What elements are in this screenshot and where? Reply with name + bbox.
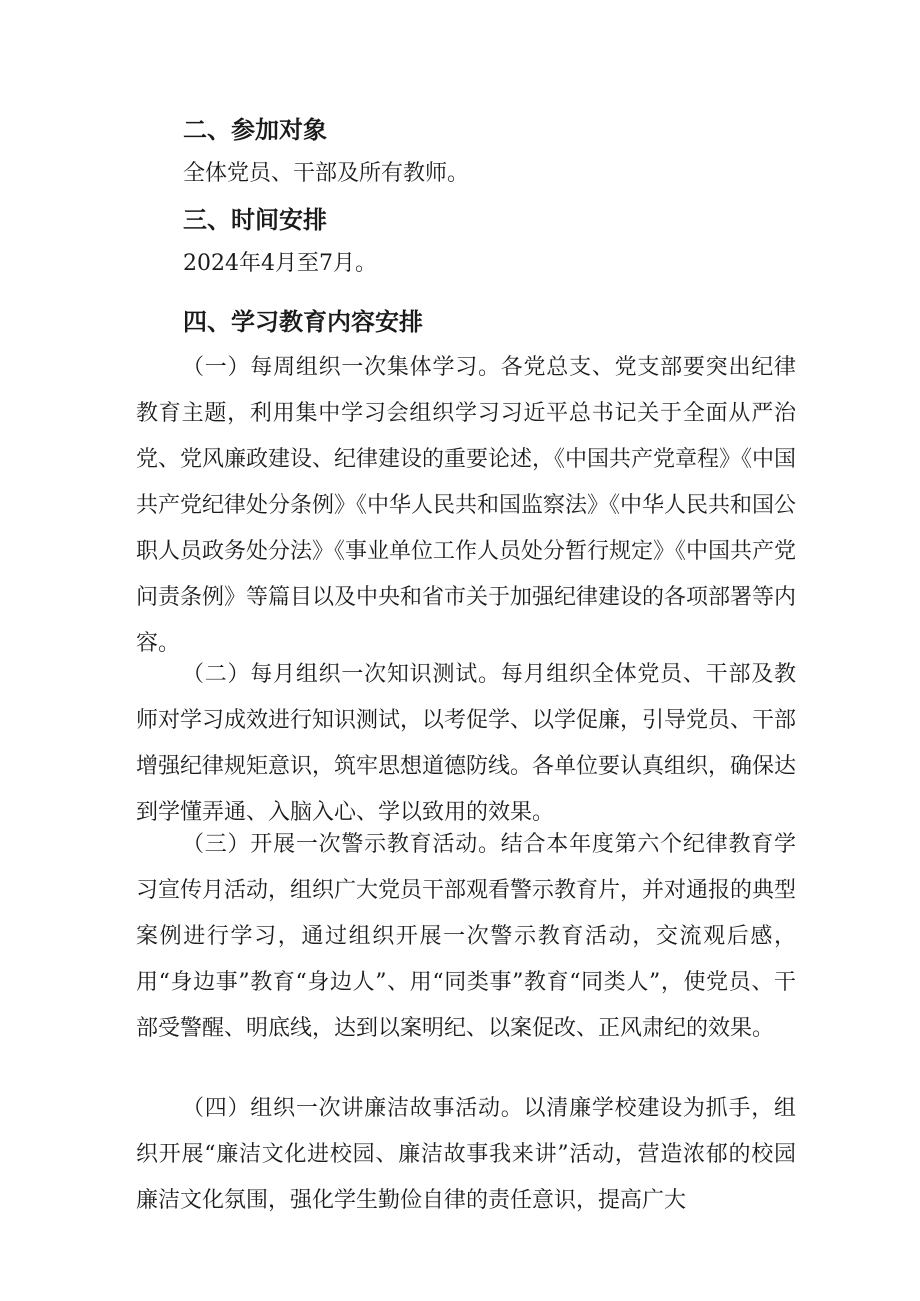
section-3-text: 2024年4月至7月。	[183, 251, 377, 276]
section-4-heading: 四、学习教育内容安排	[183, 308, 423, 336]
paragraph-1: （一）每周组织一次集体学习。各党总支、党支部要突出纪律教育主题，利用集中学习会组织学习习近平总书记关于全面从严治党、党风廉政建设、纪律建设的重要论述，《中国共产党章程》《中国共产党纪律处分条例》《中华人民共和国监察法》《中华人民共和国公职人员政务处分法》《事业单位工作人员处分暂行规定》《中国共产党问责条例》等篇目以及中央和省市关于加强纪律建设的各项部署等内容。	[136, 355, 797, 656]
section-2-heading: 二、参加对象	[183, 116, 327, 144]
section-3-heading: 三、时间安排	[183, 206, 327, 234]
paragraph-4: （四）组织一次讲廉洁故事活动。以清廉学校建设为抓手，组织开展“廉洁文化进校园、廉洁故事我来讲”活动，营造浓郁的校园廉洁文化氛围，强化学生勤俭自律的责任意识，提高广大	[136, 1096, 796, 1213]
paragraph-3: （三）开展一次警示教育活动。结合本年度第六个纪律教育学习宣传月活动，组织广大党员干部观看警示教育片，并对通报的典型案例进行学习，通过组织开展一次警示教育活动，交流观后感，用“身边事”教育“身边人”、用“同类事”教育“同类人”，使党员、干部受警醒、明底线，达到以案明纪、以案促改、正风肃纪的效果。	[136, 832, 797, 1041]
paragraph-2: （二）每月组织一次知识测试。每月组织全体党员、干部及教师对学习成效进行知识测试，以考促学、以学促廉，引导党员、干部增强纪律规矩意识，筑牢思想道德防线。各单位要认真组织，确保达到学懂弄通、入脑入心、学以致用的效果。	[136, 662, 797, 825]
section-2-text: 全体党员、干部及所有教师。	[183, 161, 470, 186]
